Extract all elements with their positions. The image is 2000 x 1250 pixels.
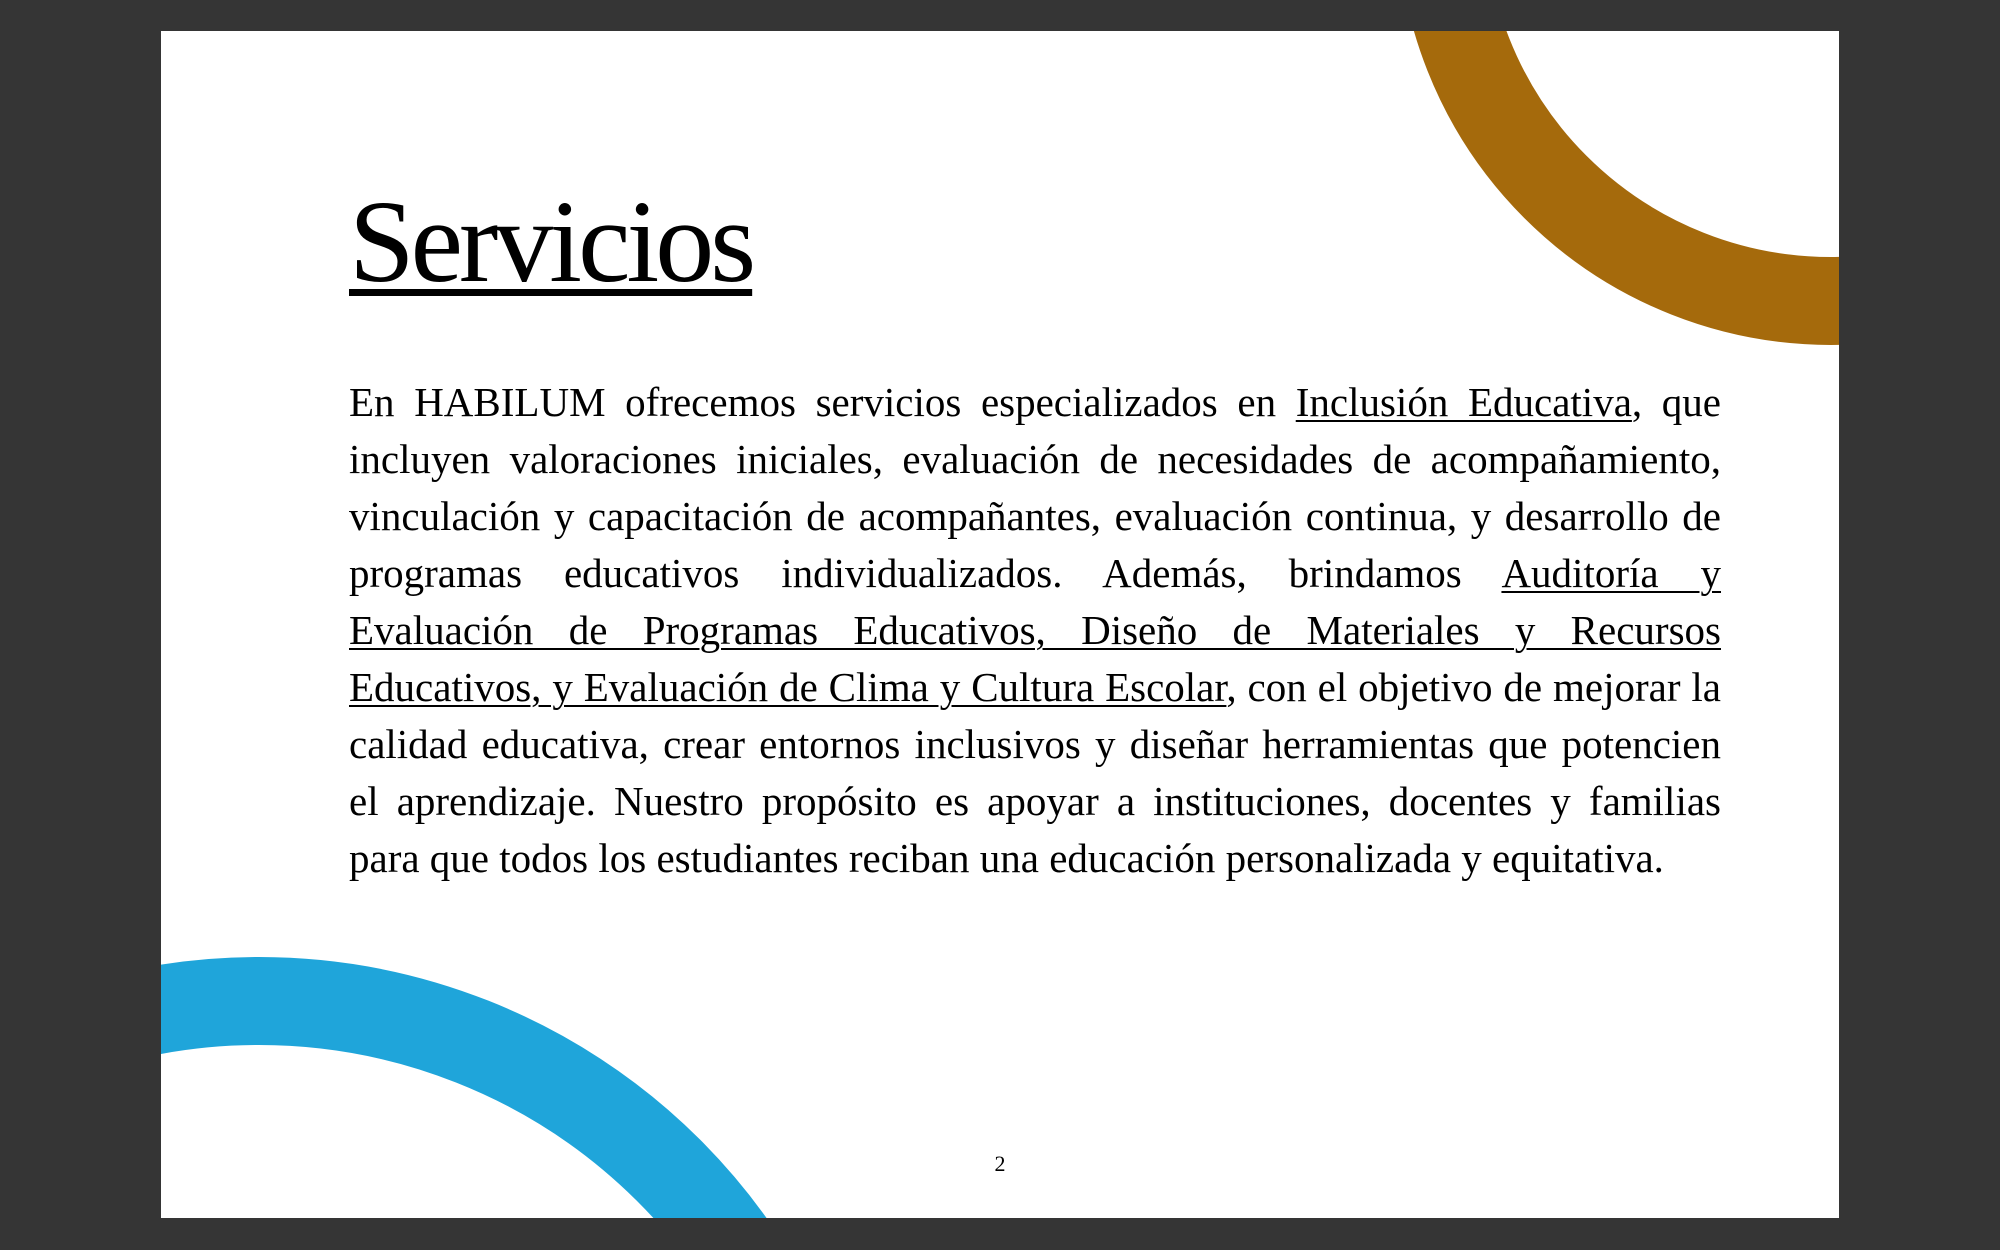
paragraph-part2: , que incluyen valoraciones iniciales, evaluación de necesidades de acompañamiento, vinculación y capacitación de acompañantes, evaluación continua, y desarrollo de programas educativos individualizados. Además, brindamos [349,379,1722,596]
page-number: 2 [994,1151,1006,1176]
services-paragraph [349,374,1721,887]
paragraph-part3: , con el objetivo de mejorar la calidad educativa, crear entornos inclusivos y diseñar herramientas que potencien el aprendizaje. Nuestro propósito es apoyar a instituciones, docentes y familias para que todos los estudiantes reciban una educación personalizada y equitativa. [349,664,1721,881]
services-list-link[interactable]: Auditoría y Evaluación de Programas Educativos, Diseño de Materiales y Recursos Educativos, y Evaluación de Clima y Cultura Escolar [349,550,1721,710]
paragraph-intro: En HABILUM ofrecemos servicios especializados en [349,379,1296,425]
inclusion-educativa-link[interactable]: Inclusión Educativa [1295,379,1632,425]
page-title: Servicios [349,176,753,307]
document-page [161,31,1839,1218]
top-right-arc [1441,31,1839,301]
bottom-left-arc [161,1001,839,1218]
